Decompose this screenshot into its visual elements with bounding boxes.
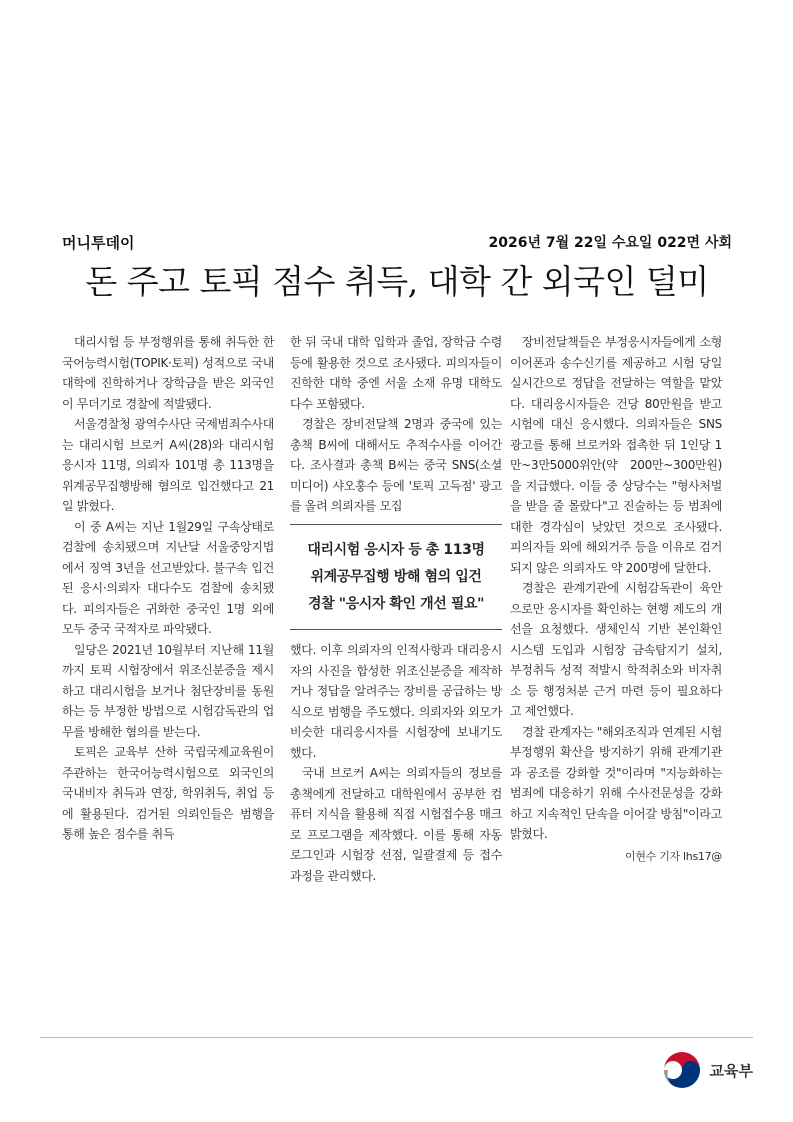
paragraph: 한 뒤 국내 대학 입학과 졸업, 장학금 수령 등에 활용한 것으로 조사됐다. 피의자들이 진학한 대학 중엔 서울 소재 유명 대학도 다수 포함됐다.: [290, 335, 502, 411]
headline: 돈 주고 토픽 점수 취득, 대학 간 외국인 덜미: [85, 262, 709, 301]
article-column-3: [510, 332, 722, 867]
masthead: [62, 232, 732, 254]
subheadline-box: [290, 524, 502, 630]
paragraph: 경찰 관계자는 "해외조직과 연계된 시험 부정행위 확산을 방지하기 위해 관계기관과 공조를 강화할 것"이라며 "지능화하는 범죄에 대응하기 위해 수사전문성을 강화하고 지속적인 단속을 이어갈 방침"이라고 밝혔다.: [510, 724, 722, 841]
article-column-1: [62, 332, 274, 845]
newspaper-name: 머니투데이: [62, 234, 135, 252]
paragraph: 했다. 이후 의뢰자의 인적사항과 대리응시자의 사진을 합성한 위조신분증을 제작하거나 정답을 알려주는 장비를 공급하는 방식으로 범행을 주도했다. 의뢰자와 외모가 비슷한 대리응시자를 시험장에 보내기도 했다.: [290, 643, 502, 760]
dateline: 2026년 7월 22일 수요일 022면 사회: [488, 235, 732, 251]
ministry-logo: [660, 1050, 753, 1090]
taegeuk-icon: [660, 1050, 704, 1090]
paragraph: 토픽은 교육부 산하 국립국제교육원이 주관하는 한국어능력시험으로 외국인의 국내비자 취득과 연장, 학위취득, 취업 등에 활용된다. 검거된 의뢰인들은 범행을 통해 높은 점수를 취득: [62, 745, 274, 841]
paragraph: 일당은 2021년 10월부터 지난해 11월까지 토픽 시험장에서 위조신분증을 제시하고 대리시험을 보거나 첨단장비를 동원하는 등 부정한 방법으로 시험감독관의 업무를 방해한 혐의를 받는다.: [62, 642, 274, 739]
paragraph: 장비전달책들은 부정응시자들에게 소형 이어폰과 송수신기를 제공하고 시험 당일 실시간으로 정답을 전달하는 역할을 맡았다. 대리응시자들은 건당 80만원을 받고 시험에 대신 응시했다. 의뢰자들은 SNS 광고를 통해 브로커와 접촉한 뒤 1인당 1만~3만5000위안(약 200만~300만원)을 지급했다. 이들 중 상당수는 "형사처벌을 받을 줄 몰랐다"고 진술하는 등 범죄에 대한 경각심이 낮았던 것으로 조사됐다. 피의자들 외에 해외거주 등을 이유로 검거되지 않은 의뢰자도 약 200명에 달한다.: [510, 335, 722, 575]
paragraph: 경찰은 장비전달책 2명과 중국에 있는 총책 B씨에 대해서도 추적수사를 이어간다. 조사결과 총책 B씨는 중국 SNS(소셜미디어) 샤오훙수 등에 '토픽 고득점' 광고를 올려 의뢰자를 모집: [290, 417, 502, 513]
paragraph: 이 중 A씨는 지난 1월29일 구속상태로 검찰에 송치됐으며 지난달 서울중앙지법에서 징역 3년을 선고받았다. 불구속 입건된 응시·의뢰자 대다수도 검찰에 송치됐다. 피의자들은 귀화한 중국인 1명 외에 모두 중국 국적자로 파악됐다.: [62, 519, 274, 636]
article-column-2-bottom: [290, 640, 502, 886]
byline: 이현수 기자 lhs17@: [625, 849, 722, 863]
paragraph: 국내 브로커 A씨는 의뢰자들의 정보를 총책에게 전달하고 대학원에서 공부한 컴퓨터 지식을 활용해 직접 시험접수용 매크로 프로그램을 제작했다. 이를 통해 자동로그인과 시험장 선점, 일괄결제 등 접수과정을 관리했다.: [290, 766, 502, 883]
article-column-2-top: [290, 332, 502, 517]
ministry-name: 교육부: [709, 1061, 753, 1080]
paragraph: 서울경찰청 광역수사단 국제범죄수사대는 대리시험 브로커 A씨(28)와 대리시험 응시자 11명, 의뢰자 101명 총 113명을 위계공무집행방해 혐의로 입건했다고 21일 밝혔다.: [62, 417, 274, 513]
paragraph: 대리시험 등 부정행위를 통해 취득한 한국어능력시험(TOPIK·토픽) 성적으로 국내 대학에 진학하거나 장학금을 받은 외국인이 무더기로 경찰에 적발됐다.: [62, 335, 274, 411]
subheadline-line: 대리시험 응시자 등 총 113명: [307, 541, 485, 558]
subheadline-line: 경찰 "응시자 확인 개선 필요": [307, 595, 485, 612]
footer-divider: [40, 1037, 753, 1038]
subheadline-line: 위계공무집행 방해 혐의 입건: [310, 568, 482, 585]
paragraph: 경찰은 관계기관에 시험감독관이 육안으로만 응시자를 확인하는 현행 제도의 개선을 요청했다. 생체인식 기반 본인확인 시스템 도입과 시험장 금속탐지기 설치, 부정취득 성적 적발시 학적취소와 비자취소 등 행정처분 근거 마련 등이 필요하다고 제언했다.: [510, 581, 722, 718]
